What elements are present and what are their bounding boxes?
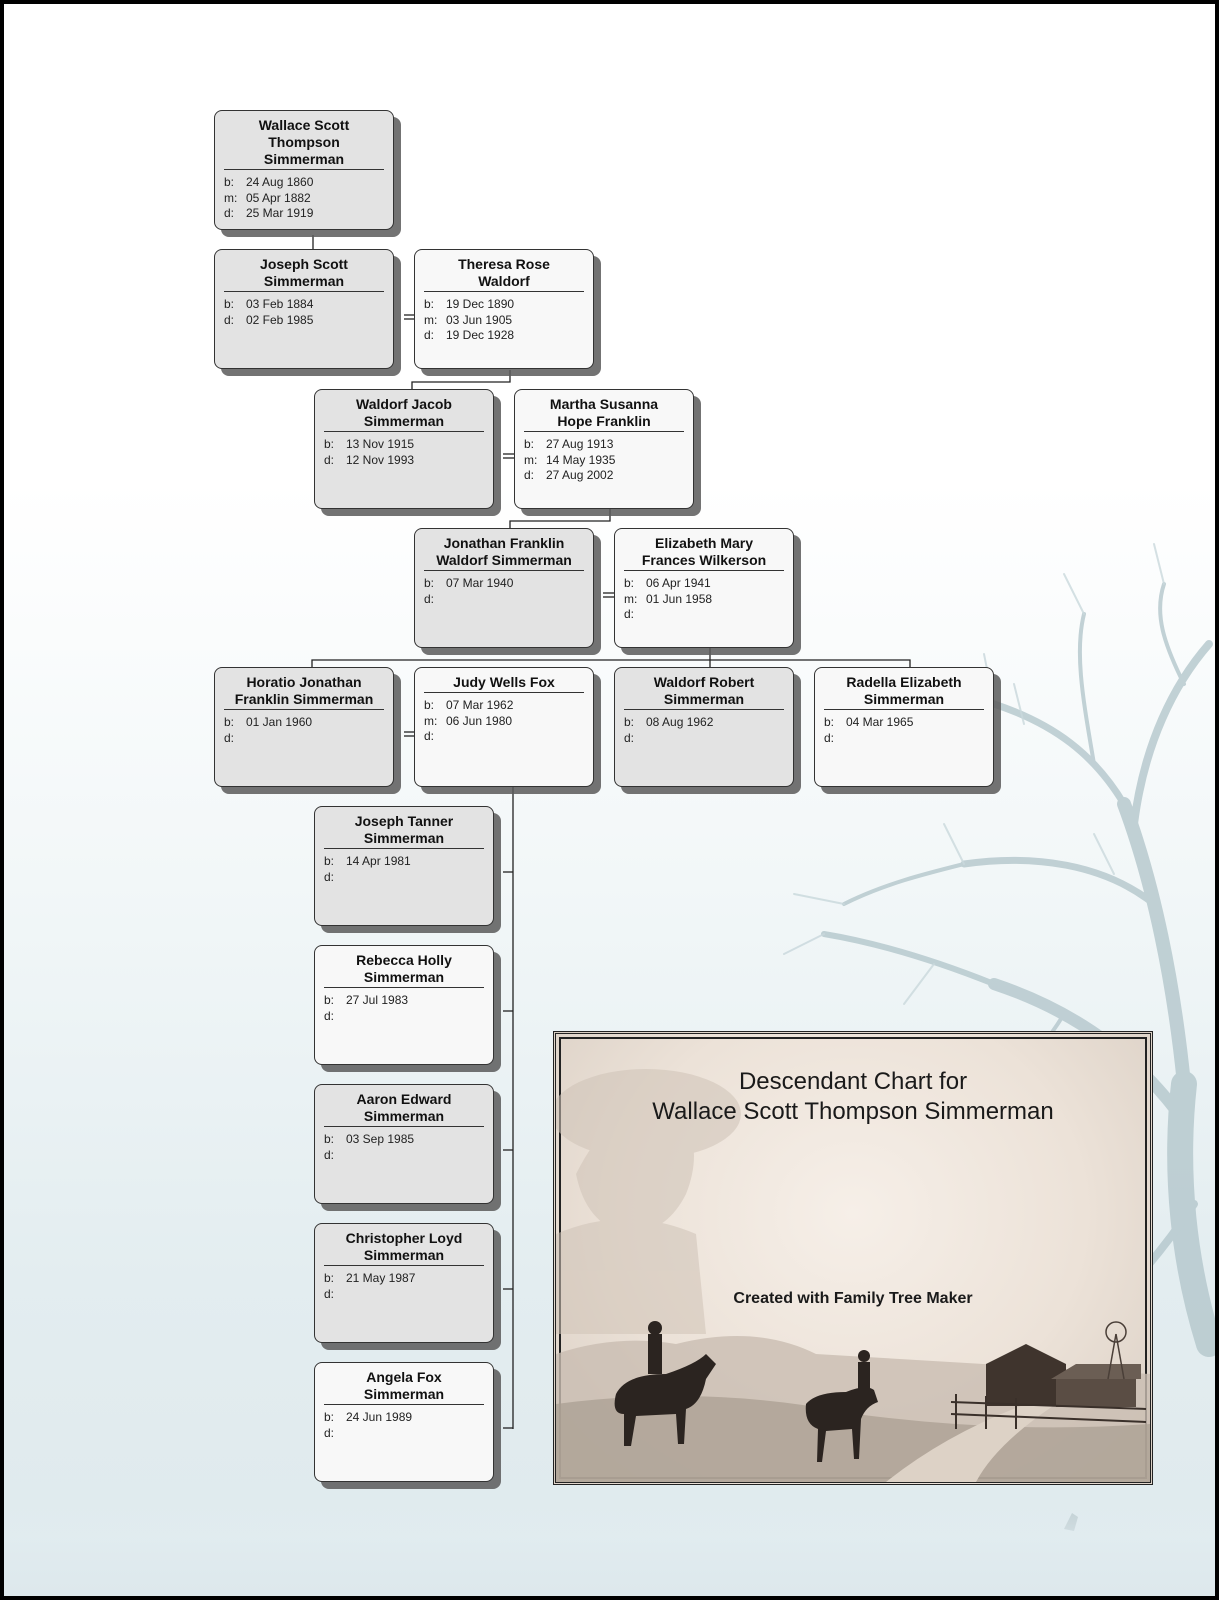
person-box[interactable]	[314, 1084, 494, 1204]
person-name	[324, 396, 484, 432]
person-name-line: Joseph Tanner	[354, 813, 454, 829]
person-name	[824, 674, 984, 710]
person-name-line: Simmerman	[363, 1386, 445, 1402]
fact-label: d:	[324, 1286, 335, 1301]
person-name-line: Waldorf	[478, 273, 530, 289]
person-fact-row	[324, 1271, 484, 1287]
person-name-line: Theresa Rose	[458, 256, 550, 272]
person-name-line: Simmerman	[263, 151, 345, 167]
person-box[interactable]	[614, 667, 794, 787]
fact-label: b:	[224, 297, 235, 311]
fact-label: d:	[324, 1425, 335, 1440]
person-fact-row	[324, 1009, 484, 1025]
fact-label: b:	[824, 715, 835, 729]
fact-value: 07 Mar 1940	[446, 576, 514, 590]
person-name	[524, 396, 684, 432]
chart-title-line2: Wallace Scott Thompson Simmerman	[652, 1098, 1054, 1125]
person-name	[324, 1230, 484, 1266]
person-name-line: Martha Susanna	[549, 396, 659, 412]
person-fact-row	[324, 870, 484, 886]
person-box[interactable]	[814, 667, 994, 787]
fact-value: 07 Mar 1962	[446, 698, 514, 712]
fact-value: 06 Jun 1980	[446, 713, 513, 728]
person-fact-row	[324, 1410, 484, 1426]
fact-label: b:	[224, 715, 235, 729]
fact-value: 27 Jul 1983	[346, 993, 409, 1007]
fact-label: d:	[424, 591, 435, 606]
fact-label: m:	[624, 591, 638, 606]
fact-label: b:	[324, 437, 335, 451]
person-fact-row	[424, 698, 584, 714]
fact-value: 06 Apr 1941	[646, 576, 711, 590]
person-name	[624, 674, 784, 710]
chart-title-panel	[553, 1031, 1153, 1485]
fact-value: 01 Jan 1960	[246, 715, 313, 729]
person-name	[424, 674, 584, 693]
person-fact-row	[424, 313, 584, 329]
person-fact-row	[324, 1287, 484, 1303]
person-name-line: Simmerman	[363, 1247, 445, 1263]
person-name	[424, 535, 584, 571]
fact-label: m:	[524, 452, 538, 467]
fact-label: d:	[224, 206, 235, 220]
person-name-line: Waldorf Jacob	[356, 396, 452, 412]
fact-label: d:	[624, 607, 635, 621]
fact-value: 08 Aug 1962	[646, 715, 714, 729]
fact-label: d:	[324, 452, 335, 467]
fact-value: 24 Jun 1989	[346, 1410, 413, 1424]
person-box[interactable]	[614, 528, 794, 648]
fact-label: m:	[424, 713, 438, 728]
person-fact-row	[824, 731, 984, 747]
person-box[interactable]	[314, 389, 494, 509]
fact-value: 27 Aug 1913	[546, 437, 614, 451]
fact-value: 02 Feb 1985	[246, 312, 314, 327]
person-fact-row	[424, 729, 584, 745]
fact-label: d:	[224, 730, 235, 745]
person-box[interactable]	[414, 667, 594, 787]
fact-value: 21 May 1987	[346, 1271, 416, 1285]
person-fact-row	[424, 714, 584, 730]
fact-value: 03 Feb 1884	[246, 297, 314, 311]
person-fact-row	[624, 576, 784, 592]
fact-value: 19 Dec 1890	[446, 297, 515, 311]
fact-value: 03 Sep 1985	[346, 1132, 415, 1146]
person-name-line: Waldorf Simmerman	[436, 552, 572, 568]
fact-label: b:	[324, 993, 335, 1007]
fact-label: b:	[624, 576, 635, 590]
person-fact-row	[224, 731, 384, 747]
person-box[interactable]	[414, 528, 594, 648]
person-name-line: Horatio Jonathan	[246, 674, 362, 690]
person-name-line: Frances Wilkerson	[641, 552, 767, 568]
person-name	[224, 256, 384, 292]
person-name-line: Angela Fox	[366, 1369, 442, 1385]
fact-value: 25 Mar 1919	[246, 206, 314, 220]
person-name-line: Waldorf Robert	[653, 674, 755, 690]
person-fact-row	[524, 468, 684, 484]
person-name-line: Hope Franklin	[557, 413, 651, 429]
person-name-line: Rebecca Holly	[356, 952, 452, 968]
person-box[interactable]	[414, 249, 594, 369]
person-box[interactable]	[314, 945, 494, 1065]
fact-label: d:	[424, 328, 435, 342]
person-name-line: Radella Elizabeth	[846, 674, 962, 690]
person-name-line: Aaron Edward	[356, 1091, 452, 1107]
person-box[interactable]	[314, 1362, 494, 1482]
person-box[interactable]	[214, 249, 394, 369]
fact-label: d:	[324, 869, 335, 884]
person-fact-row	[824, 715, 984, 731]
person-name	[624, 535, 784, 571]
person-name	[324, 1091, 484, 1127]
fact-value: 01 Jun 1958	[646, 591, 713, 606]
person-fact-row	[424, 297, 584, 313]
person-name-line: Jonathan Franklin	[443, 535, 565, 551]
person-name-line: Thompson	[268, 134, 340, 150]
fact-value: 24 Aug 1860	[246, 175, 314, 189]
fact-label: b:	[624, 715, 635, 729]
fact-value: 14 May 1935	[546, 452, 616, 467]
person-name	[324, 952, 484, 988]
fact-value: 19 Dec 1928	[446, 328, 515, 342]
fact-label: d:	[224, 312, 235, 327]
person-fact-row	[524, 437, 684, 453]
chart-credit: Created with Family Tree Maker	[733, 1290, 973, 1307]
person-name	[224, 117, 384, 170]
person-name	[324, 1369, 484, 1405]
fact-value: 27 Aug 2002	[546, 468, 614, 482]
person-fact-row	[424, 576, 584, 592]
person-name-line: Simmerman	[363, 413, 445, 429]
fact-label: b:	[524, 437, 535, 451]
fact-label: d:	[424, 729, 435, 743]
person-name-line: Franklin Simmerman	[234, 691, 374, 707]
person-name	[324, 813, 484, 849]
person-fact-row	[324, 993, 484, 1009]
person-fact-row	[424, 592, 584, 608]
fact-label: d:	[824, 730, 835, 745]
person-fact-row	[424, 328, 584, 344]
person-fact-row	[224, 715, 384, 731]
person-fact-row	[324, 453, 484, 469]
person-fact-row	[224, 191, 384, 207]
fact-value: 13 Nov 1915	[346, 437, 415, 451]
person-name	[424, 256, 584, 292]
fact-value: 04 Mar 1965	[846, 715, 914, 729]
fact-label: b:	[224, 175, 235, 189]
person-name-line: Simmerman	[263, 273, 345, 289]
person-fact-row	[224, 175, 384, 191]
person-box[interactable]	[314, 1223, 494, 1343]
person-fact-row	[224, 206, 384, 222]
person-name-line: Simmerman	[363, 1108, 445, 1124]
fact-label: d:	[624, 730, 635, 745]
person-name-line: Simmerman	[363, 969, 445, 985]
person-fact-row	[324, 1426, 484, 1442]
fact-label: b:	[324, 1271, 335, 1285]
fact-label: m:	[224, 190, 238, 205]
person-name-line: Simmerman	[863, 691, 945, 707]
person-box[interactable]	[214, 110, 394, 230]
person-name-line: Judy Wells Fox	[453, 674, 555, 690]
fact-value: 14 Apr 1981	[346, 854, 411, 868]
person-fact-row	[224, 297, 384, 313]
person-name-line: Simmerman	[363, 830, 445, 846]
fact-label: b:	[324, 1410, 335, 1424]
chart-title-line1: Descendant Chart for	[738, 1068, 968, 1095]
person-fact-row	[324, 437, 484, 453]
person-box[interactable]	[514, 389, 694, 509]
person-name-line: Joseph Scott	[260, 256, 348, 272]
person-name-line: Wallace Scott	[258, 117, 350, 133]
person-fact-row	[624, 731, 784, 747]
fact-value: 03 Jun 1905	[446, 312, 513, 327]
person-fact-row	[524, 453, 684, 469]
fact-label: d:	[524, 468, 535, 482]
fact-label: b:	[324, 1132, 335, 1146]
person-fact-row	[324, 854, 484, 870]
person-name-line: Elizabeth Mary	[654, 535, 754, 551]
fact-value: 05 Apr 1882	[246, 190, 311, 205]
person-fact-row	[624, 592, 784, 608]
person-fact-row	[624, 715, 784, 731]
person-fact-row	[324, 1132, 484, 1148]
fact-label: b:	[424, 698, 435, 712]
fact-value: 12 Nov 1993	[346, 452, 415, 467]
fact-label: b:	[424, 576, 435, 590]
person-name	[224, 674, 384, 710]
fact-label: d:	[324, 1008, 335, 1023]
person-fact-row	[224, 313, 384, 329]
fact-label: b:	[324, 854, 335, 868]
person-box[interactable]	[314, 806, 494, 926]
person-name-line: Christopher Loyd	[345, 1230, 463, 1246]
person-box[interactable]	[214, 667, 394, 787]
fact-label: b:	[424, 297, 435, 311]
fact-label: d:	[324, 1147, 335, 1162]
fact-label: m:	[424, 312, 438, 327]
person-fact-row	[324, 1148, 484, 1164]
person-name-line: Simmerman	[663, 691, 745, 707]
person-fact-row	[624, 607, 784, 623]
